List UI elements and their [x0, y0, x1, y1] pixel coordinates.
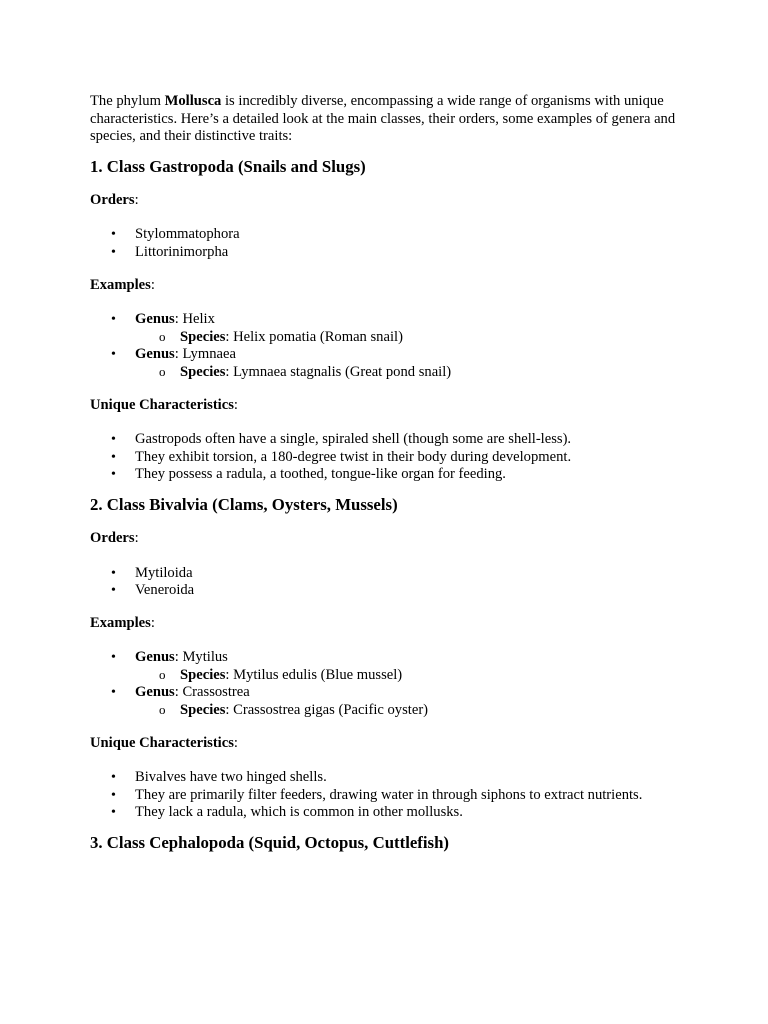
intro-text-end: is incredibly diverse, encompassing a wide range of organisms with unique characteristics. Here’s a detailed look at the main classes, their orders, some examples of genera and species, and their distinctive traits: — [90, 93, 676, 145]
colon: : — [233, 734, 238, 751]
species-list — [135, 667, 680, 685]
genus-label: Genus — [135, 311, 175, 328]
colon: : — [134, 191, 139, 208]
genus-name: Mytilus — [182, 649, 228, 666]
examples-label — [90, 615, 680, 633]
genus-label: Genus — [135, 684, 175, 701]
species-list — [135, 702, 680, 720]
section-heading: 1. Class Gastropoda (Snails and Slugs) — [90, 156, 366, 176]
species-label: Species — [180, 702, 226, 719]
species-name: Mytilus edulis (Blue mussel) — [233, 666, 403, 683]
orders-label-text: Orders — [90, 529, 135, 546]
unique-label-text: Unique Characteristics — [90, 396, 234, 413]
examples-list — [90, 649, 680, 719]
list-item: • Littorinimorpha — [90, 244, 680, 262]
intro-bold-term: Mollusca — [164, 93, 222, 109]
genus-item: • Genus: Helix o Species: Helix pomatia (Roman snail) — [90, 311, 680, 346]
unique-label — [90, 735, 680, 753]
unique-label-text: Unique Characteristics — [90, 734, 234, 751]
species-item: o Species: Helix pomatia (Roman snail) — [135, 329, 680, 347]
species-label: Species — [180, 666, 226, 683]
document-page — [90, 93, 680, 853]
species-item: o Species: Lymnaea stagnalis (Great pond snail) — [135, 364, 680, 382]
genus-name: Lymnaea — [182, 346, 236, 363]
colon: : — [134, 529, 139, 546]
section-cephalopoda — [90, 833, 680, 853]
species-list — [135, 329, 680, 347]
list-item: • They possess a radula, a toothed, tongue-like organ for feeding. — [90, 466, 680, 484]
orders-list — [90, 226, 680, 261]
species-item: o Species: Crassostrea gigas (Pacific oyster) — [135, 702, 680, 720]
traits-list — [90, 769, 680, 822]
intro-text-start: The phylum — [90, 93, 165, 109]
genus-item: • Genus: Lymnaea o Species: Lymnaea stagnalis (Great pond snail) — [90, 346, 680, 381]
orders-label — [90, 192, 680, 210]
genus-item: • Genus: Mytilus o Species: Mytilus edulis (Blue mussel) — [90, 649, 680, 684]
species-name: Helix pomatia (Roman snail) — [233, 328, 403, 345]
orders-list — [90, 565, 680, 600]
examples-label — [90, 277, 680, 295]
unique-label — [90, 397, 680, 415]
list-item: • Mytiloida — [90, 565, 680, 583]
examples-label-text: Examples — [90, 614, 151, 631]
list-item: • They exhibit torsion, a 180-degree twist in their body during development. — [90, 449, 680, 467]
list-item: • They lack a radula, which is common in other mollusks. — [90, 804, 680, 822]
list-item: • Stylommatophora — [90, 226, 680, 244]
list-item: • Gastropods often have a single, spiraled shell (though some are shell-less). — [90, 431, 680, 449]
traits-list — [90, 431, 680, 484]
list-item: • They are primarily filter feeders, drawing water in through siphons to extract nutrients. — [90, 787, 680, 805]
spacer — [90, 484, 680, 495]
species-label: Species — [180, 328, 226, 345]
genus-label: Genus — [135, 649, 175, 666]
genus-item: • Genus: Crassostrea o Species: Crassostrea gigas (Pacific oyster) — [90, 684, 680, 719]
section-gastropoda — [90, 157, 680, 484]
section-bivalvia — [90, 495, 680, 822]
list-item: • Veneroida — [90, 582, 680, 600]
section-heading: 2. Class Bivalvia (Clams, Oysters, Mussels) — [90, 494, 398, 514]
species-label: Species — [180, 363, 226, 380]
genus-name: Helix — [182, 311, 215, 328]
colon: : — [150, 614, 155, 631]
genus-name: Crassostrea — [182, 684, 250, 701]
examples-label-text: Examples — [90, 276, 151, 293]
species-name: Lymnaea stagnalis (Great pond snail) — [233, 363, 452, 380]
colon: : — [150, 276, 155, 293]
colon: : — [233, 396, 238, 413]
species-name: Crassostrea gigas (Pacific oyster) — [233, 702, 429, 719]
orders-label-text: Orders — [90, 191, 135, 208]
species-item: o Species: Mytilus edulis (Blue mussel) — [135, 667, 680, 685]
section-heading: 3. Class Cephalopoda (Squid, Octopus, Cuttlefish) — [90, 833, 450, 853]
species-list — [135, 364, 680, 382]
examples-list — [90, 311, 680, 381]
list-item: • Bivalves have two hinged shells. — [90, 769, 680, 787]
orders-label — [90, 530, 680, 548]
genus-label: Genus — [135, 346, 175, 363]
intro-paragraph — [90, 93, 680, 146]
spacer — [90, 822, 680, 833]
